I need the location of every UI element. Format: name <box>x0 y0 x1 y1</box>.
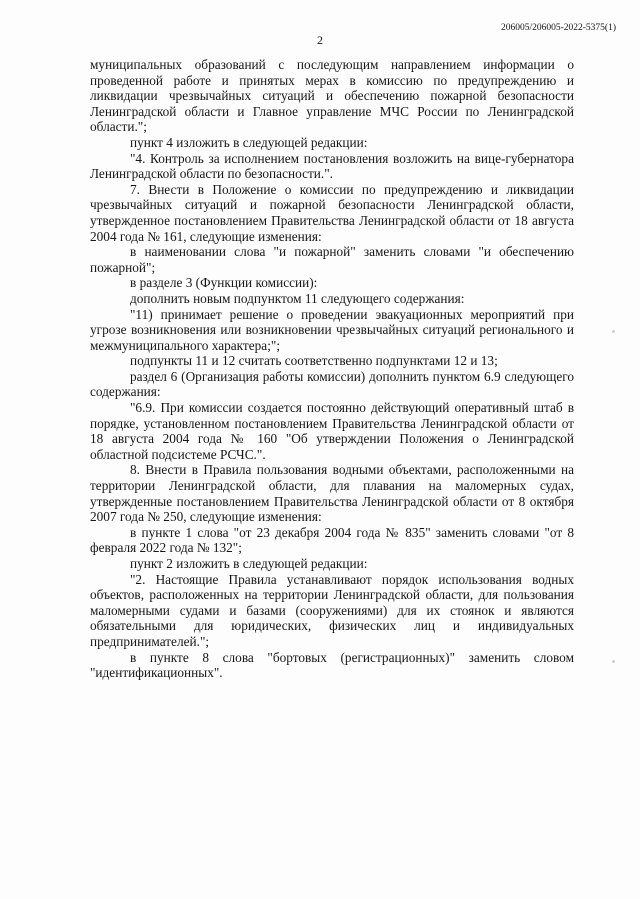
scan-speck <box>612 330 615 333</box>
paragraph: в разделе 3 (Функции комиссии): <box>130 275 318 291</box>
document-id: 206005/206005-2022-5375(1) <box>500 23 616 33</box>
paragraph: в наименовании слова "и пожарной" заменить словами "и обеспечению пожарной"; <box>90 244 574 275</box>
paragraph: 8. Внести в Правила пользования водными объектами, расположенными на территории Ленинградской области, для плавания на маломерных судах, утвержденные постановлением Правительства Ленинградской области от 8 октября 2007 года № 250, следующие изменения: <box>90 462 574 525</box>
scan-speck <box>612 660 615 663</box>
paragraph: раздел 6 (Организация работы комиссии) дополнить пунктом 6.9 следующего содержания: <box>90 368 574 400</box>
paragraph: муниципальных образований с последующим направлением информации о проведенной работе и принятых мерах в комиссию по предупреждению и ликвидации чрезвычайных ситуаций и обеспечению пожарной безопасности Ленинградской области и Главное управление МЧС России по Ленинградской области."; <box>90 57 574 135</box>
paragraph: в пункте 1 слова "от 23 декабря 2004 года № 835" заменить словами "от 8 февраля 2022 года № 132"; <box>90 524 574 556</box>
paragraph: "4. Контроль за исполнением постановления возложить на вице-губернатора Ленинградской области по безопасности.". <box>90 150 574 182</box>
paragraph: в пункте 8 слова "бортовых (регистрационных)" заменить словом "идентификационных". <box>90 649 574 681</box>
paragraph: "11) принимает решение о проведении эвакуационных мероприятий при угрозе возникновения или возникновении чрезвычайных ситуаций регионального и межмуниципального характера;"; <box>90 306 574 353</box>
paragraph: "6.9. При комиссии создается постоянно действующий оперативный штаб в порядке, установленном постановлением Правительства Ленинградской области от 18 августа 2004 года № 160 "Об утверждении Положения о Ленинградской областной подсистеме РСЧС.". <box>90 400 574 462</box>
paragraph: пункт 2 изложить в следующей редакции: <box>130 556 368 571</box>
document-body <box>90 57 574 681</box>
paragraph: подпункты 11 и 12 считать соответственно подпунктами 12 и 13; <box>130 353 498 369</box>
paragraph: 7. Внести в Положение о комиссии по предупреждению и ликвидации чрезвычайных ситуаций и пожарной безопасности Ленинградской области, утвержденное постановлением Правительства Ленинградской области от 18 августа 2004 года № 161, следующие изменения: <box>90 181 574 244</box>
paragraph: дополнить новым подпунктом 11 следующего содержания: <box>130 290 465 306</box>
page-number: 2 <box>317 33 323 47</box>
paragraph: "2. Настоящие Правила устанавливают порядок использования водных объектов, расположенных на территории Ленинградской области, для пользования маломерными судами и базами (сооружениями) для их стоянок и являются обязательными для юридических, физических лиц и индивидуальных предпринимателей."; <box>90 571 574 649</box>
paragraph: пункт 4 изложить в следующей редакции: <box>130 134 368 150</box>
